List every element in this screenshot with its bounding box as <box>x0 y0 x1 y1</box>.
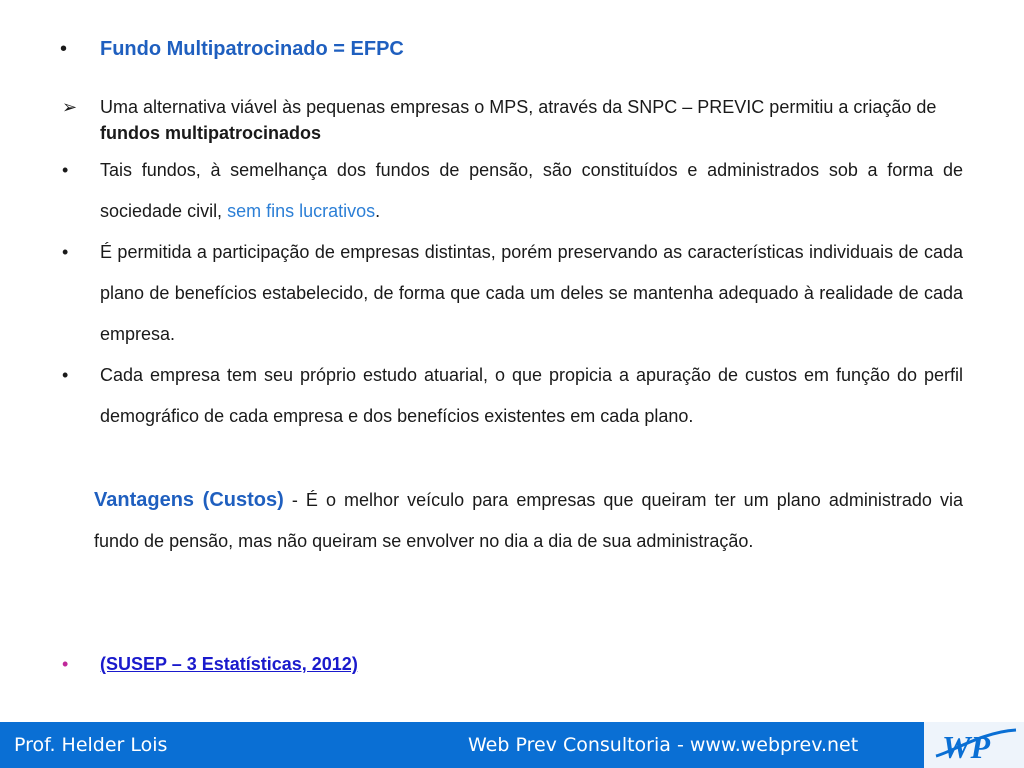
bullet-icon: • <box>62 160 69 180</box>
bullet-list <box>62 150 963 437</box>
logo-text: WP <box>942 729 990 764</box>
footer-author: Prof. Helder Lois <box>14 734 168 756</box>
list-item <box>62 232 963 355</box>
arrow-bullet-icon: ➢ <box>62 97 78 117</box>
list-item-text: Tais fundos, à semelhança dos fundos de pensão, são constituídos e administrados sob a forma de sociedade civil, <box>100 160 963 221</box>
list-item-text: Cada empresa tem seu próprio estudo atuarial, o que propicia a apuração de custos em função do perfil demográfico de cada empresa e dos benefícios existentes em cada plano. <box>100 365 963 426</box>
arrow-item-text <box>100 94 962 146</box>
reference-link[interactable]: (SUSEP – 3 Estatísticas, 2012) <box>100 654 358 674</box>
accent-text: sem fins lucrativos <box>227 201 376 221</box>
webprev-logo-icon <box>932 726 1018 764</box>
vantagens-title: Vantagens (Custos) <box>94 489 284 511</box>
footer-company: Web Prev Consultoria - www.webprev.net <box>468 734 859 756</box>
heading-text: Fundo Multipatrocinado = EFPC <box>100 38 404 60</box>
slide-heading <box>60 38 404 61</box>
heading-bullet: • <box>60 38 68 60</box>
vantagens-paragraph <box>94 480 963 562</box>
reference-item <box>62 654 358 675</box>
list-item <box>62 150 963 232</box>
bullet-icon: • <box>62 242 69 262</box>
arrow-item-body: Uma alternativa viável às pequenas empresas o MPS, através da SNPC – PREVIC permitiu a criação de <box>100 97 937 117</box>
arrow-item-bold: fundos multipatrocinados <box>100 123 322 143</box>
vantagens-text: - É o melhor veículo para empresas que queiram ter um plano administrado via fundo de pensão, mas não queiram se envolver no dia a dia de sua administração. <box>94 490 963 551</box>
webprev-logo <box>924 722 1024 768</box>
list-item <box>62 355 963 437</box>
arrow-list-item <box>62 94 962 146</box>
list-item-text: É permitida a participação de empresas distintas, porém preservando as características individuais de cada plano de benefícios estabelecido, de forma que cada um deles se mantenha adequado à realidade de cada empresa. <box>100 242 963 344</box>
bullet-icon: • <box>62 654 69 674</box>
list-item-text-end: . <box>375 201 381 221</box>
footer-bar <box>0 722 1024 768</box>
bullet-icon: • <box>62 365 69 385</box>
